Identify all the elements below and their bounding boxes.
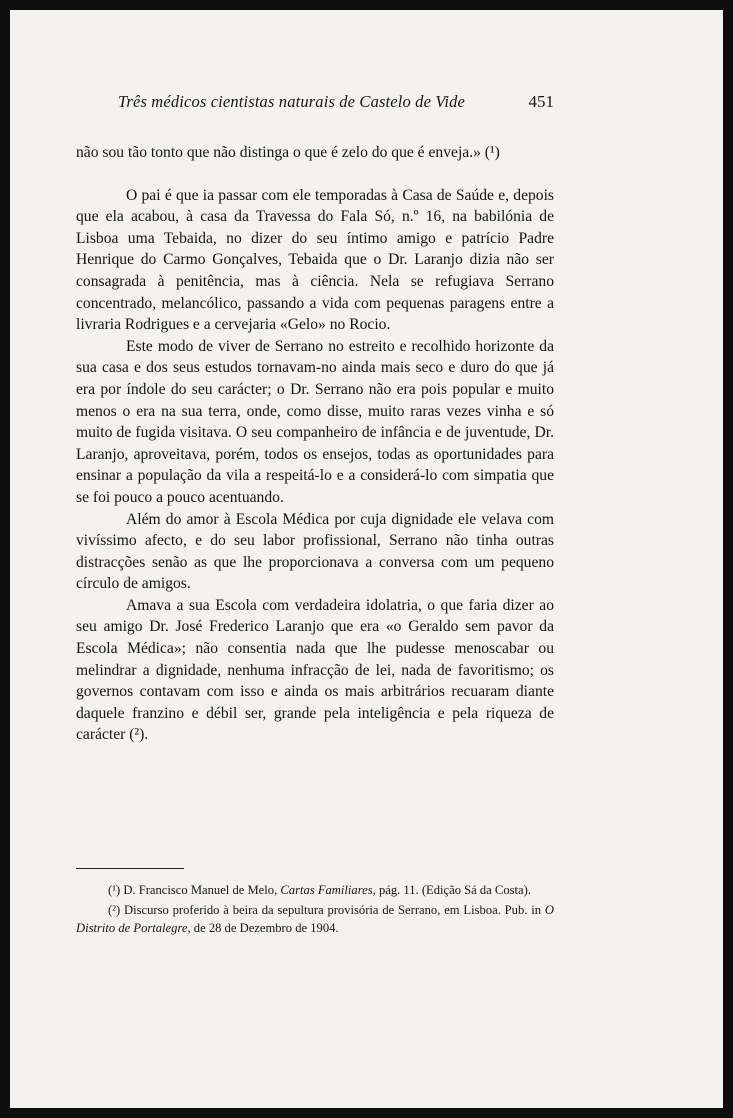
footnote-title: Cartas Familiares,: [280, 883, 376, 897]
paragraph: O pai é que ia passar com ele temporadas à Casa de Saúde e, depois que ela acabou, à casa da Travessa do Fala Só, n.º 16, na babilónia de Lisboa uma Tebaida, no dizer do seu íntimo amigo e patrício Padre Henrique do Carmo Gonçalves, Tebaida que o Dr. Laranjo dizia não ser consagrada à penitência, mas à ciência. Nela se refugiava Serrano concentrado, melancólico, passando a vida com pequenas paragens entre a livraria Rodrigues e a cervejaria «Gelo» no Rocio.: [76, 186, 554, 334]
footnotes: [76, 882, 554, 940]
footnote-text: pág. 11. (Edição Sá da Costa).: [378, 883, 531, 897]
page-number: 451: [528, 92, 554, 111]
footnote: [76, 902, 554, 937]
book-page: [10, 10, 723, 1108]
body-text: [76, 142, 554, 746]
paragraph-continuation: não sou tão tonto que não distinga o que é zelo do que é enveja.» (¹): [76, 144, 500, 161]
paragraph: Este modo de viver de Serrano no estreito e recolhido horizonte da sua casa e dos seus estudos tornavam-no ainda mais seco e duro do que já era por índole do seu carácter; o Dr. Serrano não era pois popular e muito menos o era na sua terra, onde, como disse, muito raras vezes vinha e só muito de fugida visitava. O seu companheiro de infância e de juventude, Dr. Laranjo, aproveitava, porém, todos os ensejos, todas as oportunidades para ensinar a população da vila a respeitá-lo e a considerá-lo com simpatia que se foi pouco a pouco acentuando.: [76, 337, 554, 506]
footnote-text: Discurso proferido à beira da sepultura provisória de Serrano, em Lisboa. Pub. in: [124, 903, 542, 918]
paragraph: Além do amor à Escola Médica por cuja dignidade ele velava com vivíssimo afecto, e do seu labor profissional, Serrano não tinha outras distracções senão as que lhe proporcionava a conversa com um pequeno círculo de amigos.: [76, 510, 554, 593]
footnote-separator: [76, 868, 184, 869]
footnote-title: O Distrito de Portalegre,: [76, 903, 555, 935]
footnote-marker: (²): [108, 903, 121, 918]
footnote: [76, 882, 554, 899]
running-title: Três médicos cientistas naturais de Castelo de Vide: [118, 92, 465, 111]
footnote-text: de 28 de Dezembro de 1904.: [193, 920, 339, 935]
running-header: [118, 92, 554, 112]
footnote-text: D. Francisco Manuel de Melo,: [123, 883, 278, 897]
paragraph: Amava a sua Escola com verdadeira idolatria, o que faria dizer ao seu amigo Dr. José Frederico Laranjo que era «o Geraldo sem pavor da Escola Médica»; não consentia nada que lhe pudesse menoscabar ou melindrar a dignidade, nenhuma infracção de lei, nada de favoritismo; os governos contavam com isso e ainda os mais arbitrários recuaram diante daquele franzino e débil ser, grande pela inteligência e pela riqueza de carácter (²).: [76, 596, 554, 744]
footnote-marker: (¹): [108, 883, 121, 897]
